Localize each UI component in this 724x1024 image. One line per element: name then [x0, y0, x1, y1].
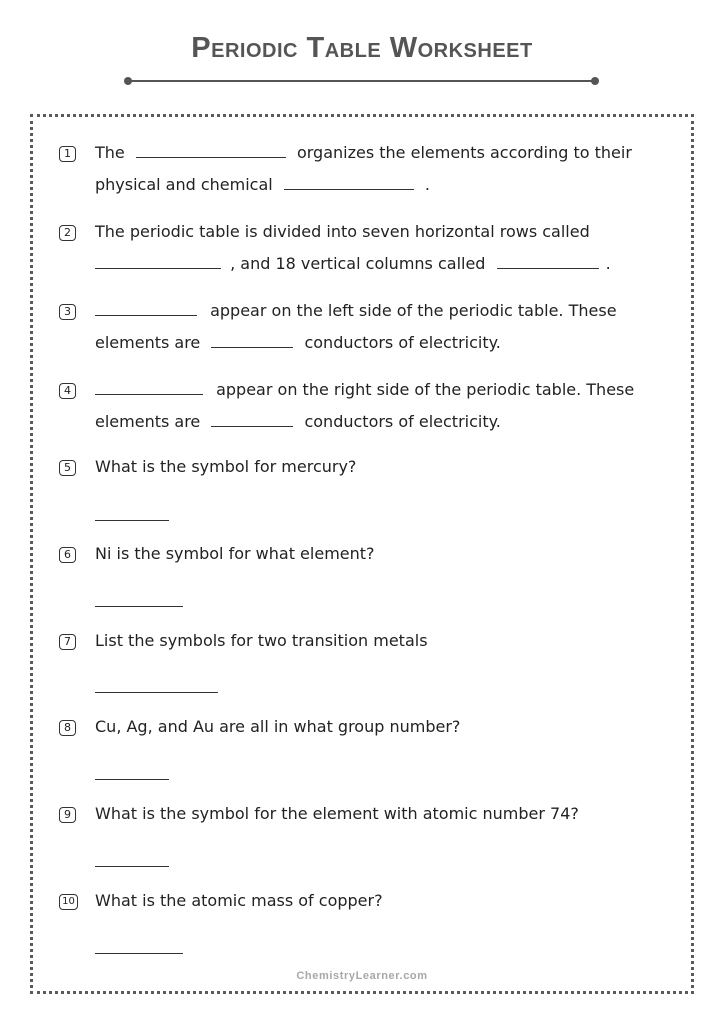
question-number: 7 [59, 634, 76, 650]
question-text: Ni is the symbol for what element? [95, 544, 375, 563]
answer-line[interactable] [95, 519, 169, 521]
question-number: 9 [59, 807, 76, 823]
question-number: 4 [59, 383, 76, 399]
question-text: organizes the elements according to their [296, 143, 632, 162]
question-text: elements are [95, 412, 201, 431]
title-rule-right-dot [591, 77, 599, 85]
answer-blank[interactable] [95, 300, 197, 316]
question-number: 3 [59, 304, 76, 320]
question-text: The periodic table is divided into seven horizontal rows called [95, 222, 590, 241]
question-text: List the symbols for two transition metals [95, 631, 428, 650]
answer-line[interactable] [95, 952, 183, 954]
question-text: conductors of electricity. [304, 333, 501, 352]
question-line [95, 174, 430, 196]
question-text: . [424, 175, 431, 194]
question-line [95, 411, 501, 433]
question-text: What is the symbol for mercury? [95, 457, 357, 476]
question-line [95, 379, 634, 401]
question-line [95, 142, 632, 164]
footer-credit: ChemistryLearner.com [296, 970, 428, 982]
question-text: What is the atomic mass of copper? [95, 891, 383, 910]
question-text: elements are [95, 333, 201, 352]
worksheet-title: Periodic Table Worksheet [191, 32, 533, 64]
question-text: What is the symbol for the element with atomic number 74? [95, 804, 579, 823]
answer-blank[interactable] [95, 253, 221, 269]
answer-blank[interactable] [497, 253, 599, 269]
question-text: . [605, 254, 611, 273]
question-line [95, 332, 501, 354]
question-line [95, 300, 617, 322]
question-number: 2 [59, 225, 76, 241]
answer-line[interactable] [95, 778, 169, 780]
question-number: 1 [59, 146, 76, 162]
answer-blank[interactable] [136, 142, 286, 158]
question-number: 5 [59, 460, 76, 476]
title-rule [127, 80, 595, 82]
question-number: 6 [59, 547, 76, 563]
question-text: , and 18 vertical columns called [230, 254, 486, 273]
question-text: conductors of electricity. [304, 412, 501, 431]
answer-blank[interactable] [95, 379, 203, 395]
question-text: The [95, 143, 125, 162]
answer-line[interactable] [95, 865, 169, 867]
question-text: physical and chemical [95, 175, 273, 194]
answer-blank[interactable] [284, 174, 414, 190]
question-text: Cu, Ag, and Au are all in what group number? [95, 717, 461, 736]
question-text: appear on the right side of the periodic table. These [216, 380, 635, 399]
answer-blank[interactable] [211, 411, 293, 427]
answer-blank[interactable] [211, 332, 293, 348]
question-text: appear on the left side of the periodic table. These [210, 301, 617, 320]
question-line [95, 253, 611, 275]
answer-line[interactable] [95, 605, 183, 607]
answer-line[interactable] [95, 691, 218, 693]
question-number: 10 [59, 894, 78, 910]
question-number: 8 [59, 720, 76, 736]
